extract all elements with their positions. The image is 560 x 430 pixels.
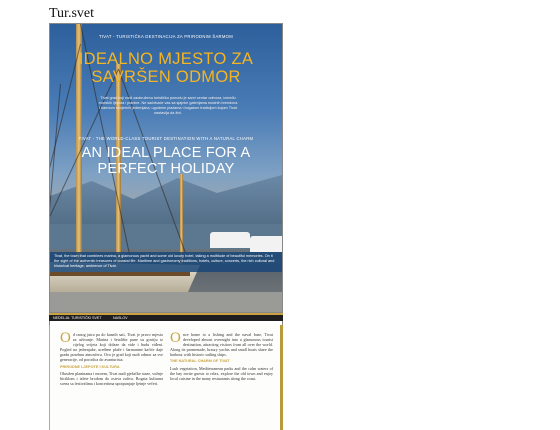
article-page bbox=[49, 325, 283, 430]
article-subheading: PRIRODNE LJEPOTE I KULTURA bbox=[60, 364, 120, 369]
page-title: Tur.svet bbox=[49, 6, 95, 21]
magazine-spread bbox=[49, 23, 283, 430]
footer-section-label: NEDELJA: TURISTIČKI SVET bbox=[53, 316, 102, 320]
ship-mast bbox=[180, 174, 183, 264]
yacht bbox=[210, 232, 250, 248]
hr-kicker: TIVAT - TURISTIČKA DESTINACIJA ZA PRIRODNIM ŠARMOM bbox=[98, 34, 234, 39]
hr-headline: IDEALNO MJESTO ZA SAVRŠEN ODMOR bbox=[78, 50, 254, 86]
en-headline: AN IDEAL PLACE FOR A PERFECT HOLIDAY bbox=[81, 145, 251, 177]
article-column-right bbox=[170, 332, 273, 381]
article-text: Lush vegetation, Mediterranean parks and the calm waters of the bay invite guests to relax, explore the old town and enjoy local cuisine in the many restaurants along the coast. bbox=[170, 365, 273, 381]
article-text: nce home to a fishing and the naval base, Tivat developed almost overnight into a glamorous tourist destination, attracting visitors from all over the world. Along its promenade, luxury yachts and small boats share the harbour with historic sailing ships. bbox=[170, 332, 273, 358]
article-text: d ranog jutra pa do kasnih sati, Tivat je pravo mjesto za uživanje. Marina i šetalište pune su gostiju iz cijelog svijeta koji dolaze da vide i budu viđeni. Pogled na jedrenjake, uređene plaže i šarmantne kafiće daje gradu posebnu atmosferu. Ovo je grad koji nudi odmor za sve generacije, od porodica do avanturista. bbox=[60, 332, 163, 363]
photo-caption: Tivat, the town that combines marina, a glamorous yacht and some old luxury hotel, taking a multitude of beautiful memories. On it the sight of the authentic treasures of coastal life. Maritime and gastronomy traditions, hotels, culture, concerts, the rich cultural and historical heritage, ambience of Tivat. bbox=[50, 252, 282, 272]
page-footer-bar bbox=[49, 313, 283, 321]
pier bbox=[50, 292, 282, 313]
cover-photo bbox=[49, 23, 283, 313]
footer-tag: NASLOV bbox=[113, 316, 128, 320]
hr-intro: Tivat grad koji nudi zaokruženu turističku ponudu je sami centar odmora, između morskih ljepota i planine. Ne sačekaće vas sa sjajnim galerijama modnih brendova i šarmom stoljetnih jedrenjaka, ugodnim plažama i bogatom tradicijom kojom Tivat nastavlja da živi. bbox=[98, 96, 238, 115]
drop-cap: O bbox=[170, 330, 181, 346]
yacht bbox=[250, 236, 283, 252]
drop-cap: O bbox=[60, 330, 71, 346]
en-kicker: TIVAT - THE WORLD-CLASS TOURIST DESTINATION WITH A NATURAL CHARM bbox=[78, 136, 254, 141]
hull-stripe bbox=[50, 272, 190, 276]
article-text: Okružen planinama i morem, Tivat nudi pješačke staze, vožnje biciklom i izlete brodom do ostrva zaliva. Bogata kulturna scena sa festivalima i koncertima upotpunjuje ljetnje večeri. bbox=[60, 370, 163, 386]
article-subheading: THE NATURAL CHARM OF TIVAT bbox=[170, 359, 230, 364]
article-column-left bbox=[60, 332, 163, 386]
page-spine bbox=[280, 325, 283, 430]
